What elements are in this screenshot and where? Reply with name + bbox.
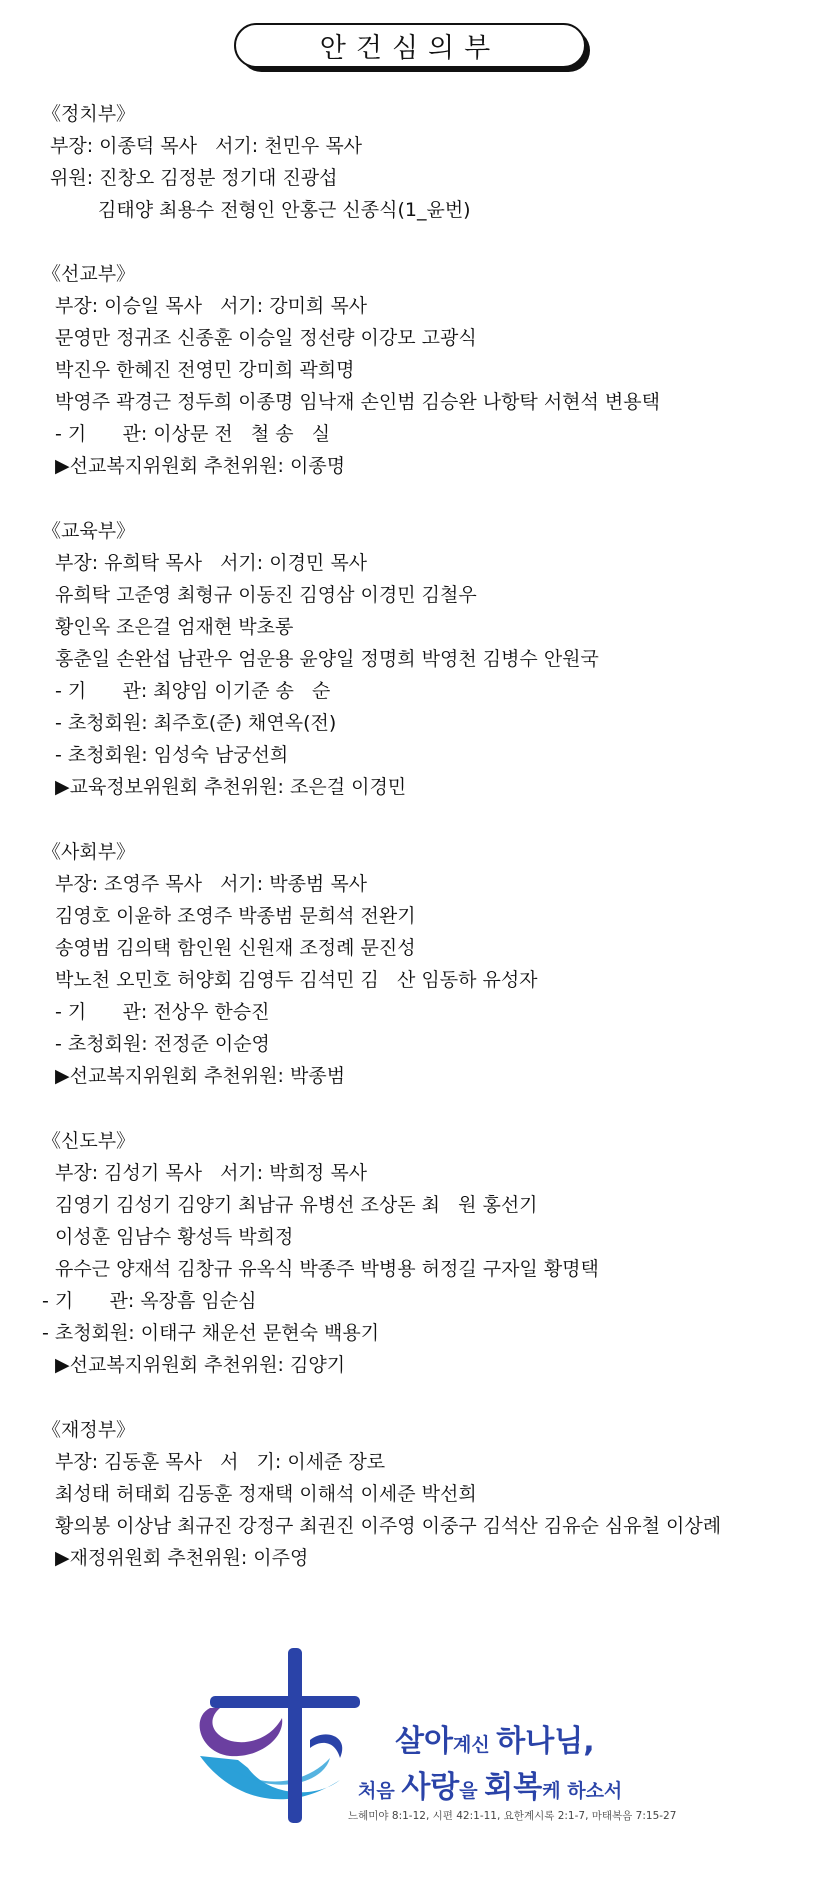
social-line: ▶선교복지위원회 추천위원: 박종범 xyxy=(55,1065,346,1087)
education-line: - 기 관: 최양임 이기준 송 순 xyxy=(55,680,331,702)
education-line: 황인옥 조은걸 엄재현 박초롱 xyxy=(55,616,294,638)
politics-line: 부장: 이종덕 목사 서기: 천민우 목사 xyxy=(50,135,363,157)
education-line: - 초청회원: 임성숙 남궁선희 xyxy=(55,744,289,766)
finance-line: 황의봉 이상남 최규진 강정구 최권진 이주영 이중구 김석산 김유순 심유철 이상례 xyxy=(55,1515,722,1537)
social-line: 김영호 이윤하 조영주 박종범 문희석 전완기 xyxy=(55,905,416,927)
conference-logo xyxy=(190,1648,677,1822)
mission-line: 박진우 한혜진 전영민 강미희 곽희명 xyxy=(55,359,355,381)
social-line: 박노천 오민호 허양회 김영두 김석민 김 산 임동하 유성자 xyxy=(55,969,538,991)
section-heading-laity: 《신도부》 xyxy=(42,1130,136,1152)
finance-line: ▶재정위원회 추천위원: 이주영 xyxy=(55,1547,309,1569)
laity-line: - 기 관: 옥장흠 임순심 xyxy=(42,1290,257,1312)
section-heading-social: 《사회부》 xyxy=(42,841,136,863)
social-line: - 기 관: 전상우 한승진 xyxy=(55,1001,270,1023)
mission-line: 문영만 정귀조 신종훈 이승일 정선량 이강모 고광식 xyxy=(55,327,477,349)
laity-line: 부장: 김성기 목사 서기: 박희정 목사 xyxy=(55,1162,368,1184)
mission-line: 부장: 이승일 목사 서기: 강미희 목사 xyxy=(55,295,368,317)
section-heading-mission: 《선교부》 xyxy=(42,263,136,285)
laity-line: 이성훈 임남수 황성득 박희정 xyxy=(55,1226,294,1248)
finance-line: 부장: 김동훈 목사 서 기: 이세준 장로 xyxy=(55,1451,386,1473)
page-title: 안건심의부 xyxy=(234,23,586,68)
education-line: 부장: 유희탁 목사 서기: 이경민 목사 xyxy=(55,552,368,574)
mission-line: - 기 관: 이상문 전 철 송 실 xyxy=(55,423,331,445)
section-heading-finance: 《재정부》 xyxy=(42,1419,136,1441)
politics-line: 김태양 최용수 전형인 안홍근 신종식(1_윤번) xyxy=(98,199,471,221)
section-heading-education: 《교육부》 xyxy=(42,520,136,542)
education-line: - 초청회원: 최주호(준) 채연옥(전) xyxy=(55,712,337,734)
slogan-line-1: 살아계신 하나님, xyxy=(395,1724,595,1759)
education-line: 홍춘일 손완섭 남관우 엄운용 윤양일 정명희 박영천 김병수 안원국 xyxy=(55,648,599,670)
laity-line: ▶선교복지위원회 추천위원: 김양기 xyxy=(55,1354,346,1376)
social-line: - 초청회원: 전정준 이순영 xyxy=(55,1033,270,1055)
social-line: 송영범 김의택 함인원 신원재 조정례 문진성 xyxy=(55,937,416,959)
laity-line: 김영기 김성기 김양기 최남규 유병선 조상돈 최 원 홍선기 xyxy=(55,1194,538,1216)
social-line: 부장: 조영주 목사 서기: 박종범 목사 xyxy=(55,873,368,895)
scripture-references: 느헤미야 8:1-12, 시편 42:1-11, 요한계시록 2:1-7, 마태복음 7:15-27 xyxy=(348,1810,677,1822)
education-line: ▶교육정보위원회 추천위원: 조은걸 이경민 xyxy=(55,776,407,798)
education-line: 유희탁 고준영 최형규 이동진 김영삼 이경민 김철우 xyxy=(55,584,477,606)
mission-line: 박영주 곽경근 정두희 이종명 임낙재 손인범 김승완 나항탁 서현석 변용택 xyxy=(55,391,660,413)
cross-wave-emblem xyxy=(190,1648,370,1823)
laity-line: - 초청회원: 이태구 채운선 문현숙 백용기 xyxy=(42,1322,380,1344)
title-banner xyxy=(234,23,592,74)
finance-line: 최성태 허태회 김동훈 정재택 이해석 이세준 박선희 xyxy=(55,1483,477,1505)
mission-line: ▶선교복지위원회 추천위원: 이종명 xyxy=(55,455,346,477)
slogan-line-2: 처음 사랑을 회복케 하소서 xyxy=(358,1770,623,1805)
politics-line: 위원: 진창오 김정분 정기대 진광섭 xyxy=(50,167,338,189)
section-heading-politics: 《정치부》 xyxy=(42,103,136,125)
laity-line: 유수근 양재석 김창규 유옥식 박종주 박병용 허정길 구자일 황명택 xyxy=(55,1258,599,1280)
